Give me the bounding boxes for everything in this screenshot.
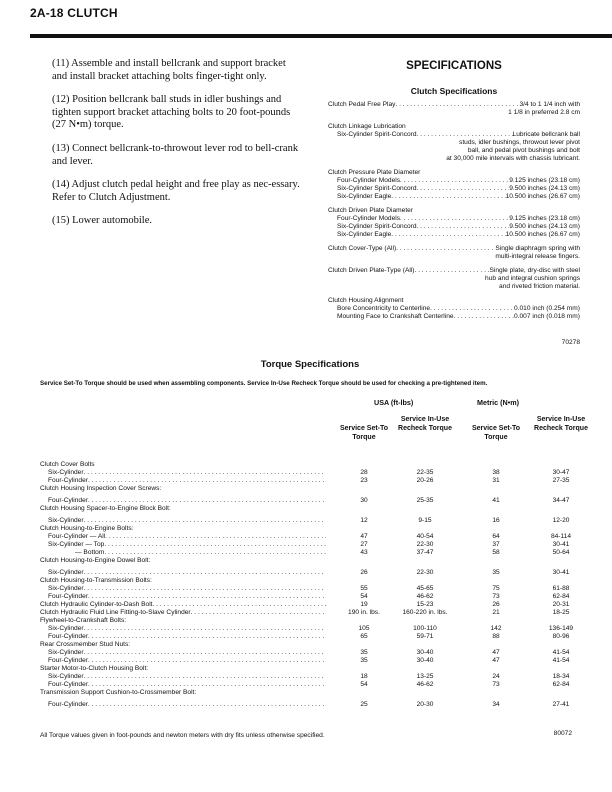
torque-label: [40, 641, 326, 649]
spec-label: Six-Cylinder Spirit-Concord: [337, 223, 417, 230]
usa-recheck-value: 46-62: [416, 681, 434, 688]
torque-label: [40, 549, 326, 557]
metric-set-to-value: 88: [492, 633, 500, 640]
torque-row: [40, 549, 600, 557]
usa-recheck-header: Service In-Use Recheck Torque: [398, 416, 452, 432]
torque-label: [40, 525, 326, 533]
metric-recheck-value: 27-35: [552, 477, 570, 484]
usa-recheck-value: 100-110: [413, 625, 437, 632]
metric-recheck-value: 50-64: [552, 549, 570, 556]
usa-recheck-value: 25-35: [416, 497, 434, 504]
usa-set-to-value: 26: [360, 569, 368, 576]
torque-label-text: Six-Cylinder: [48, 517, 84, 524]
usa-set-to-value: 23: [360, 477, 368, 484]
step-15: (15) Lower automobile.: [52, 215, 153, 227]
torque-row: [40, 633, 600, 641]
usa-set-to-value: 35: [360, 649, 368, 656]
torque-label: [40, 469, 326, 477]
usa-set-to-value: 43: [360, 549, 368, 556]
metric-recheck-header: Service In-Use Recheck Torque: [534, 416, 588, 432]
spec-line: [328, 305, 580, 313]
spec-label: Mounting Face to Crankshaft Centerline: [337, 313, 454, 320]
torque-group-heading: [40, 577, 600, 585]
torque-title: Torque Specifications: [260, 359, 360, 370]
torque-label-text: Starter Motor-to-Clutch Housing Bolt:: [40, 665, 149, 672]
spec-label: Bore Concentricity to Centerline: [337, 305, 431, 312]
torque-group-heading: [40, 485, 600, 493]
spec-line: [328, 245, 580, 253]
metric-set-to-value: 47: [492, 657, 500, 664]
metric-set-to-value: 58: [492, 549, 500, 556]
spec-line: [328, 223, 580, 231]
metric-recheck-value: 136-149: [548, 625, 574, 632]
spec-continuation: ball, and pedal pivot bushings and bolt: [467, 147, 580, 154]
metric-set-to-value: 35: [492, 569, 500, 576]
torque-label-text: Six-Cylinder: [48, 585, 84, 592]
metric-set-to-value: 26: [492, 601, 500, 608]
usa-recheck-value: 22-30: [416, 569, 434, 576]
torque-label-text: Clutch Cover Bolts: [40, 461, 95, 468]
torque-label-text: Six-Cylinder: [48, 673, 84, 680]
spec-line: [328, 131, 580, 139]
torque-row: [40, 477, 600, 485]
spec-heading: Clutch Driven Plate Diameter: [328, 207, 414, 214]
usa-set-to-value: 105: [358, 625, 370, 632]
spec-continuation: studs, idler bushings, throwout lever pivot: [459, 139, 580, 146]
torque-label: [40, 665, 326, 673]
spec-heading: Clutch Linkage Lubrication: [328, 123, 406, 130]
torque-label: [40, 649, 326, 657]
torque-label-text: Transmission Support Cushion-to-Crossmember Bolt:: [40, 689, 197, 696]
torque-row: [40, 493, 600, 505]
spec-label: Clutch Pedal Free Play: [328, 101, 396, 108]
torque-label-text: Six-Cylinder: [48, 649, 84, 656]
torque-label: [40, 485, 326, 493]
torque-label: [40, 673, 326, 681]
usa-set-to-value: 30: [360, 497, 368, 504]
torque-label-text: Clutch Housing-to-Transmission Bolts:: [40, 577, 152, 584]
spec-continuation: multi-integral release fingers.: [495, 253, 580, 260]
usa-set-to-header: Service Set-To Torque: [339, 425, 389, 441]
torque-label-text: Clutch Hydraulic Cylinder-to-Dash Bolt: [40, 601, 153, 608]
torque-label-text: Clutch Housing Spacer-to-Engine Block Bolt:: [40, 505, 171, 512]
specifications-title: SPECIFICATIONS: [406, 60, 502, 72]
spec-label: Clutch Cover-Type (All): [328, 245, 397, 252]
metric-recheck-value: 30-41: [552, 569, 570, 576]
torque-row: [40, 593, 600, 601]
header-rule: [30, 34, 612, 38]
torque-row: [40, 469, 600, 477]
spec-line: [328, 101, 580, 109]
metric-recheck-value: 41-54: [552, 657, 570, 664]
metric-set-to-value: 38: [492, 469, 500, 476]
usa-set-to-value: 65: [360, 633, 368, 640]
torque-row: [40, 609, 600, 617]
torque-label-text: Six-Cylinder — Top: [48, 541, 105, 548]
metric-recheck-value: 27-41: [552, 701, 570, 708]
metric-set-to-value: 37: [492, 541, 500, 548]
clutch-specifications-subtitle: Clutch Specifications: [410, 86, 498, 96]
metric-set-to-value: 31: [492, 477, 500, 484]
spec-label: Six-Cylinder Spirit-Concord: [337, 131, 417, 138]
torque-label-text: Four-Cylinder: [48, 681, 88, 688]
torque-label-text: Four-Cylinder: [48, 497, 88, 504]
spec-continuation: and riveted friction material.: [499, 283, 580, 290]
metric-recheck-value: 62-84: [552, 593, 570, 600]
spec-value: 9.500 inches (24.13 cm): [509, 185, 580, 192]
torque-label: [40, 569, 326, 577]
usa-recheck-value: 9-15: [418, 517, 432, 524]
metric-recheck-value: 41-54: [552, 649, 570, 656]
usa-recheck-value: 13-25: [416, 673, 434, 680]
spec-label: Six-Cylinder Eagle: [337, 193, 392, 200]
metric-recheck-value: 84-114: [550, 533, 572, 540]
torque-group-heading: [40, 689, 600, 697]
metric-set-to-value: 73: [492, 681, 500, 688]
torque-label-text: Clutch Housing-to-Engine Dowel Bolt:: [40, 557, 151, 564]
usa-recheck-value: 30-40: [416, 657, 434, 664]
spec-value: 0.010 inch (0.254 mm): [514, 305, 580, 312]
usa-recheck-value: 37-47: [416, 549, 434, 556]
spec-label: Clutch Driven Plate-Type (All): [328, 267, 415, 274]
torque-label: [40, 477, 326, 485]
metric-recheck-value: 18-34: [552, 673, 570, 680]
usa-recheck-value: 22-35: [416, 469, 434, 476]
torque-group-heading: [40, 557, 600, 565]
spec-value: Single diaphragm spring with: [495, 245, 580, 252]
page-title: 2A-18 CLUTCH: [30, 6, 118, 20]
torque-label: [40, 541, 326, 549]
spec-value: Single plate, dry-disc with steel: [489, 267, 580, 274]
torque-footnote: All Torque values given in foot-pounds and newton meters with dry fits unless otherwise specified.: [40, 732, 325, 739]
usa-recheck-value: 15-23: [416, 601, 434, 608]
usa-set-to-value: 54: [360, 593, 368, 600]
metric-set-to-value: 41: [492, 497, 500, 504]
metric-recheck-value: 34-47: [552, 497, 570, 504]
usa-set-to-value: 55: [360, 585, 368, 592]
torque-group-heading: [40, 525, 600, 533]
torque-row: [40, 565, 600, 577]
usa-recheck-value: 59-71: [416, 633, 434, 640]
metric-set-to-value: 75: [492, 585, 500, 592]
torque-label-text: Four-Cylinder: [48, 657, 88, 664]
usa-set-to-value: 25: [360, 701, 368, 708]
usa-recheck-value: 46-62: [416, 593, 434, 600]
torque-label: [40, 577, 326, 585]
torque-label: [40, 533, 326, 541]
metric-set-to-value: 24: [492, 673, 500, 680]
spec-line: [328, 215, 580, 223]
usa-set-to-value: 54: [360, 681, 368, 688]
usa-set-to-value: 35: [360, 657, 368, 664]
spec-value: 10.500 inches (26.67 cm): [505, 231, 580, 238]
torque-label: [40, 701, 326, 709]
torque-label-text: Four-Cylinder: [48, 593, 88, 600]
torque-row: [40, 585, 600, 593]
torque-row: [40, 673, 600, 681]
metric-set-to-value: 142: [490, 625, 502, 632]
torque-label: [40, 593, 326, 601]
usa-recheck-value: 20-30: [416, 701, 434, 708]
metric-recheck-value: 80-96: [552, 633, 570, 640]
torque-label-text: Clutch Housing Inspection Cover Screws:: [40, 485, 162, 492]
spec-value: 9.125 inches (23.18 cm): [509, 215, 580, 222]
spec-value: 3/4 to 1 1/4 inch with: [519, 101, 580, 108]
torque-row: [40, 657, 600, 665]
spec-value: 9.500 inches (24.13 cm): [509, 223, 580, 230]
torque-group-heading: [40, 665, 600, 673]
usa-recheck-value: 40-54: [416, 533, 434, 540]
torque-label: [40, 585, 326, 593]
metric-recheck-value: 61-88: [552, 585, 570, 592]
torque-group-heading: [40, 641, 600, 649]
spec-value: 9.125 inches (23.18 cm): [509, 177, 580, 184]
procedure-steps: [52, 58, 302, 239]
spec-figure-code: 70278: [561, 339, 580, 346]
usa-set-to-value: 28: [360, 469, 368, 476]
step-13: (13) Connect bellcrank-to-throwout lever rod to bell-crank and lever.: [52, 142, 299, 167]
spec-label: Four-Cylinder Models: [337, 177, 401, 184]
torque-row: [40, 601, 600, 609]
spec-continuation: 1 1/8 in preferred 2.8 cm: [508, 109, 580, 116]
usa-set-to-value: 12: [360, 517, 368, 524]
metric-set-to-value: 64: [492, 533, 500, 540]
metric-recheck-value: 30-41: [552, 541, 570, 548]
torque-label: [40, 617, 326, 625]
metric-set-to-value: 47: [492, 649, 500, 656]
torque-label-text: Six-Cylinder: [48, 625, 84, 632]
usa-column-group: USA (ft-lbs): [374, 398, 414, 407]
spec-line: [328, 177, 580, 185]
torque-label: [40, 557, 326, 565]
usa-recheck-value: 20-26: [416, 477, 434, 484]
usa-recheck-value: 22-30: [416, 541, 434, 548]
metric-set-to-value: 21: [492, 609, 500, 616]
spec-line: [328, 313, 580, 321]
torque-label: [40, 681, 326, 689]
spec-continuation: at 30,000 mile intervals with chassis lubricant.: [446, 155, 580, 162]
usa-recheck-value: 45-65: [416, 585, 434, 592]
spec-value: Lubricate bellcrank ball: [512, 131, 580, 138]
clutch-specifications-list: [328, 101, 580, 321]
usa-set-to-value: 190 in. lbs.: [348, 609, 380, 616]
torque-label-text: Four-Cylinder: [48, 633, 88, 640]
metric-recheck-value: 62-84: [552, 681, 570, 688]
spec-label: Four-Cylinder Models: [337, 215, 401, 222]
torque-label: [40, 657, 326, 665]
torque-label: [40, 633, 326, 641]
torque-figure-code: 80072: [553, 730, 572, 737]
spec-heading: Clutch Housing Alignment: [328, 297, 404, 304]
usa-set-to-value: 18: [360, 673, 368, 680]
metric-set-to-header: Service Set-To Torque: [471, 425, 521, 441]
torque-row: [40, 513, 600, 525]
usa-recheck-value: 30-40: [416, 649, 434, 656]
torque-label-text: Clutch Housing-to-Engine Bolts:: [40, 525, 134, 532]
torque-row: [40, 649, 600, 657]
torque-label: [40, 461, 326, 469]
spec-label: Six-Cylinder Spirit-Concord: [337, 185, 417, 192]
metric-set-to-value: 34: [492, 701, 500, 708]
spec-line: [328, 185, 580, 193]
spec-line: [328, 267, 580, 275]
usa-recheck-value: 160-220 in. lbs.: [402, 609, 448, 616]
torque-label: [40, 517, 326, 525]
torque-label-text: Six-Cylinder: [48, 569, 84, 576]
torque-label-text: Rear Crossmember Stud Nuts:: [40, 641, 131, 648]
torque-label-text: Four-Cylinder: [48, 477, 88, 484]
spec-continuation: hub and integral cushion springs: [485, 275, 580, 282]
metric-recheck-value: 18-25: [552, 609, 570, 616]
torque-row: [40, 681, 600, 689]
torque-label: [40, 609, 326, 617]
torque-label-text: Clutch Hydraulic Fluid Line Fitting-to-Slave Cylinder: [40, 609, 191, 616]
spec-label: Six-Cylinder Eagle: [337, 231, 392, 238]
torque-group-heading: [40, 505, 600, 513]
step-12: (12) Position bellcrank ball studs in idler bushings and tighten support bracket attaching bolts to 20 foot-pounds (27 N•m) torque.: [52, 94, 291, 131]
usa-set-to-value: 27: [360, 541, 368, 548]
torque-label: [40, 601, 326, 609]
step-11: (11) Assemble and install bellcrank and support bracket and install bracket attaching bolts finger-tight only.: [52, 58, 286, 82]
usa-set-to-value: 19: [360, 601, 368, 608]
metric-recheck-value: 30-47: [552, 469, 570, 476]
torque-note: Service Set-To Torque should be used when assembling components. Service In-Use Recheck Torque should be used for checking a pre-tightened item.: [40, 380, 488, 387]
spec-value: 10.500 inches (26.67 cm): [505, 193, 580, 200]
torque-row: [40, 541, 600, 549]
torque-row: [40, 697, 600, 709]
torque-label-text: — Bottom: [75, 549, 105, 556]
torque-label-text: Four-Cylinder — All: [48, 533, 106, 540]
step-14: (14) Adjust clutch pedal height and free play as nec-essary. Refer to Clutch Adjustment.: [52, 179, 300, 203]
torque-label: [40, 497, 326, 505]
spec-heading: Clutch Pressure Plate Diameter: [328, 169, 421, 176]
torque-label-text: Flywheel-to-Crankshaft Bolts:: [40, 617, 127, 624]
metric-set-to-value: 73: [492, 593, 500, 600]
torque-row: [40, 533, 600, 541]
metric-recheck-value: 12-20: [552, 517, 570, 524]
torque-label-text: Six-Cylinder: [48, 469, 84, 476]
spec-value: 0.007 inch (0.018 mm): [514, 313, 580, 320]
usa-set-to-value: 47: [360, 533, 368, 540]
metric-column-group: Metric (N•m): [477, 398, 520, 407]
torque-table: [40, 461, 600, 709]
spec-line: [328, 231, 580, 239]
spec-line: [328, 193, 580, 201]
metric-set-to-value: 16: [492, 517, 500, 524]
torque-label: [40, 689, 326, 697]
torque-group-heading: [40, 461, 600, 469]
torque-group-heading: [40, 617, 600, 625]
torque-label-text: Four-Cylinder: [48, 701, 88, 708]
torque-row: [40, 625, 600, 633]
metric-recheck-value: 20-31: [552, 601, 570, 608]
torque-label: [40, 505, 326, 513]
torque-label: [40, 625, 326, 633]
